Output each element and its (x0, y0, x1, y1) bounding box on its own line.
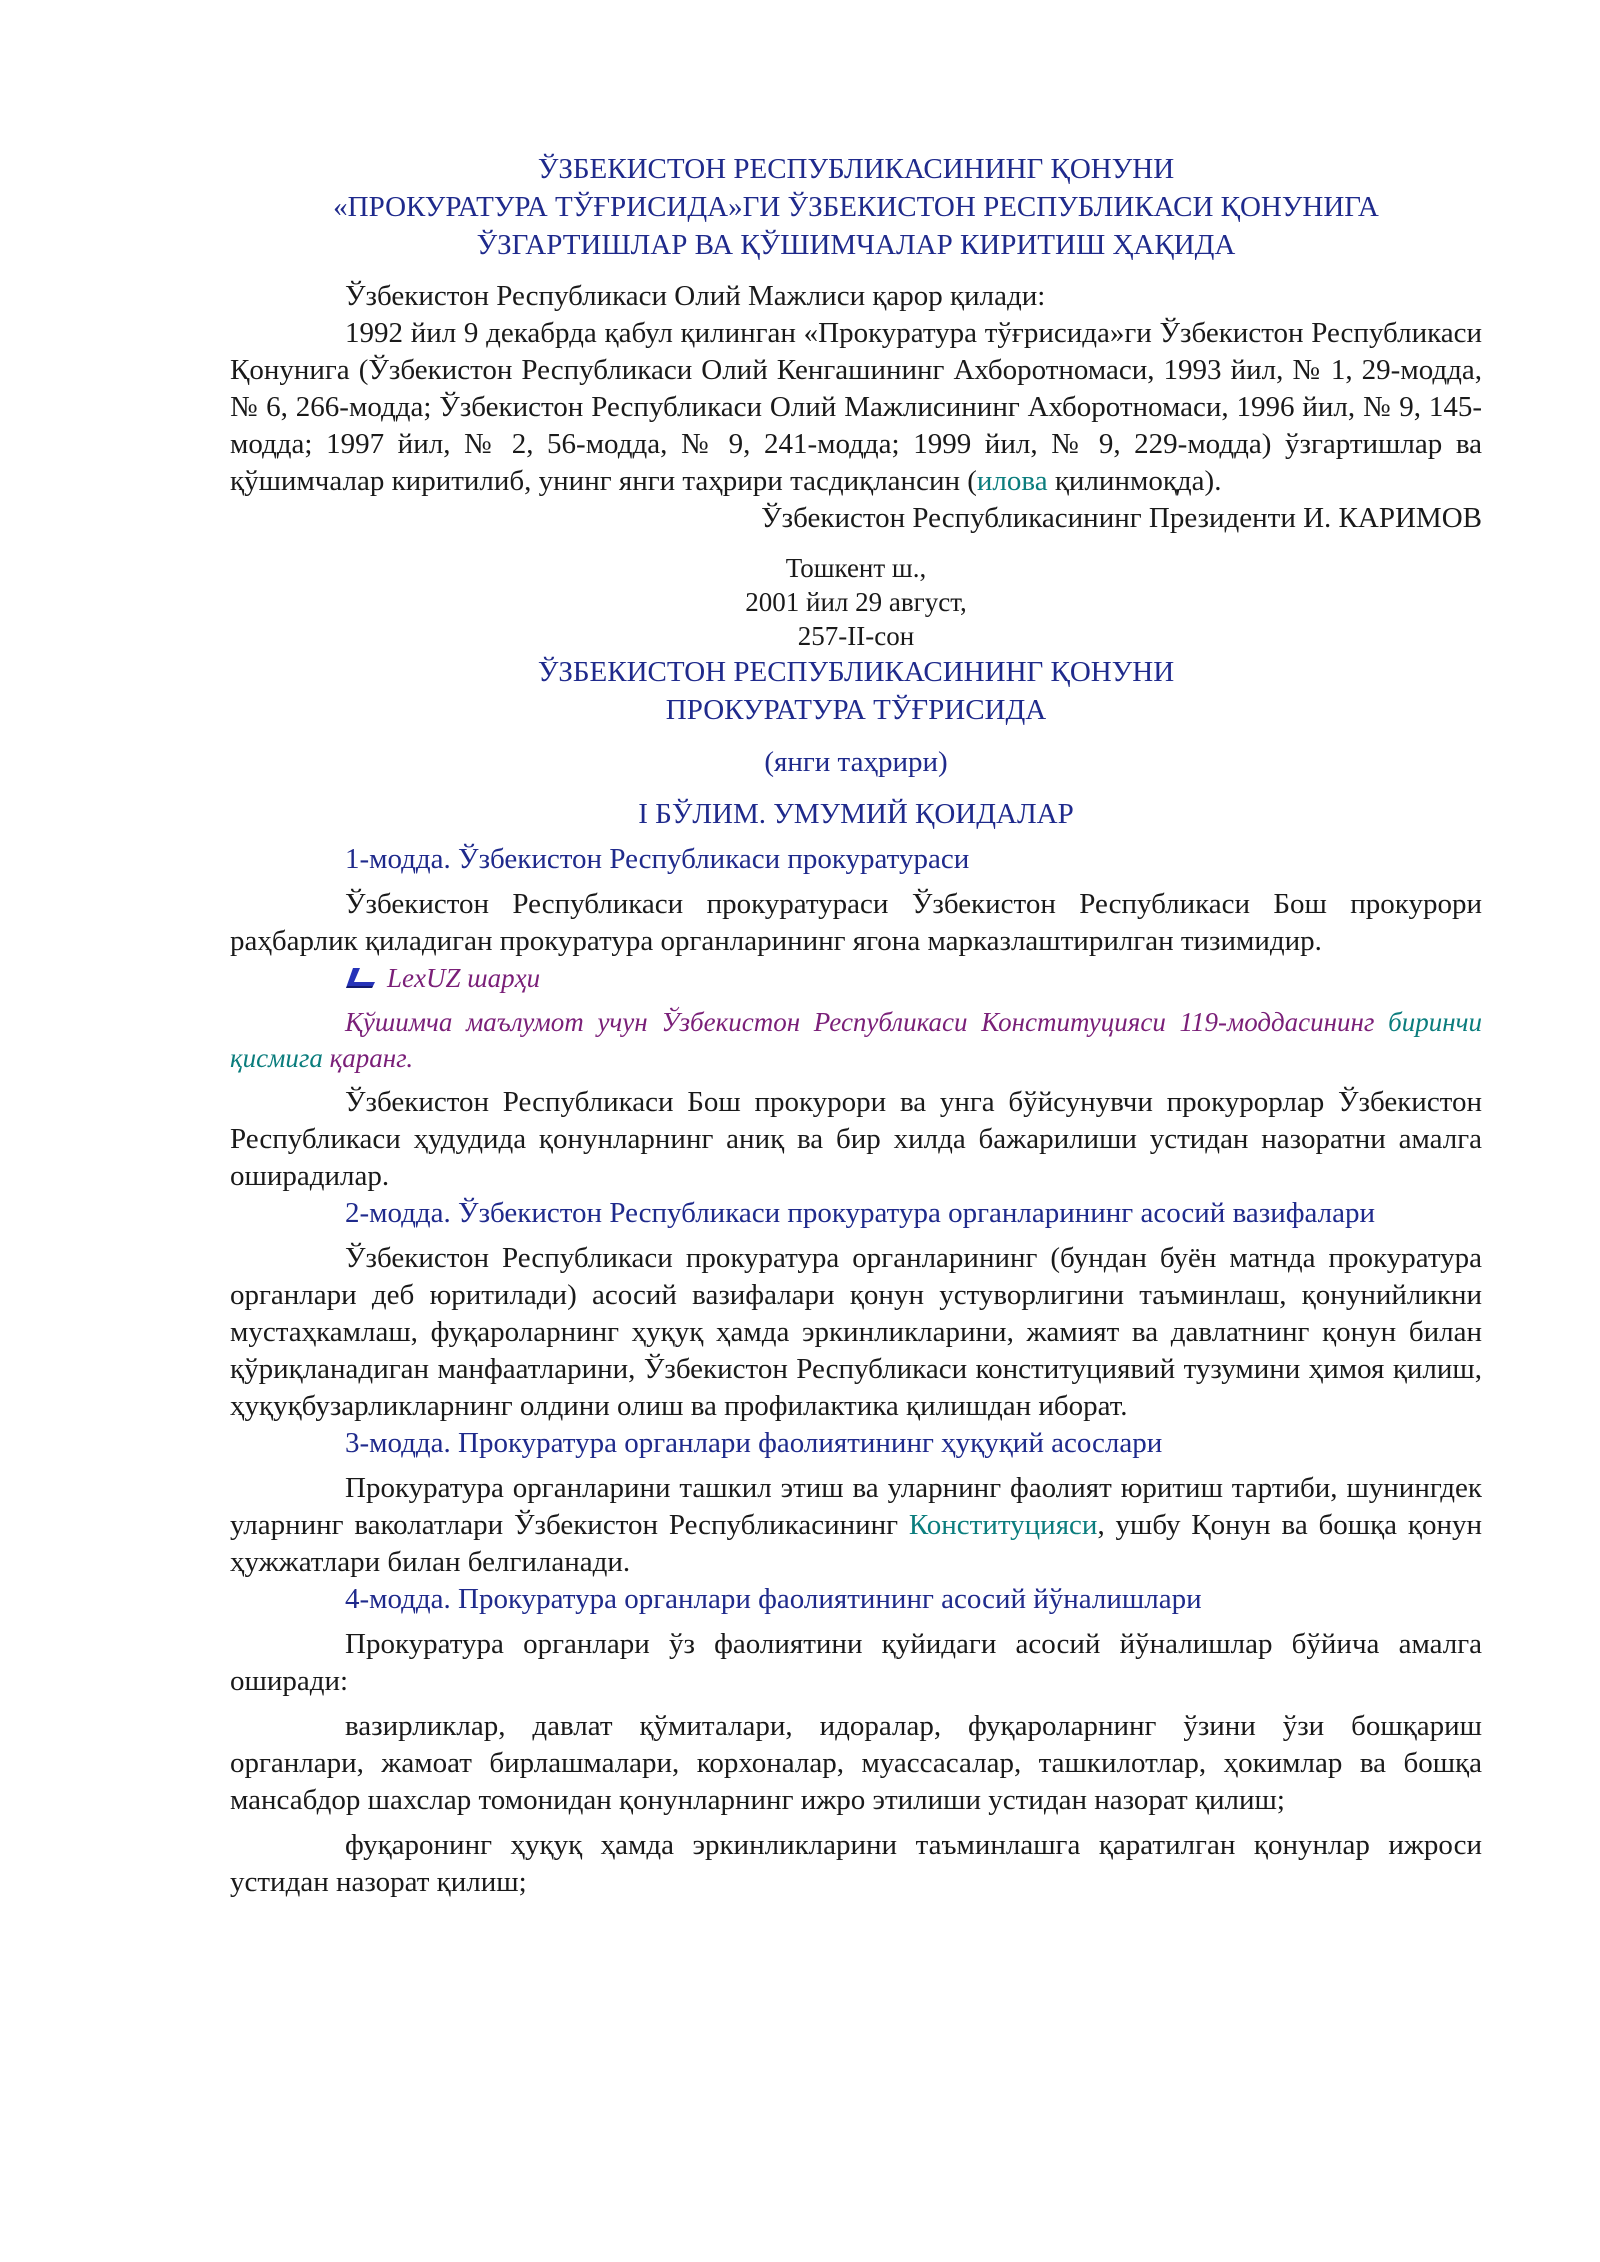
president-signature: Ўзбекистон Республикасининг Президенти И. КАРИМОВ (761, 502, 1482, 534)
article-1-heading: 1-модда. Ўзбекистон Республикаси прокуратураси (345, 843, 970, 875)
section-heading: I БЎЛИМ. УМУМИЙ ҚОИДАЛАР (638, 798, 1074, 830)
article-3-text: Прокуратура органларини ташкил этиш ва уларнинг фаолият юритиш тартиби, шунингдек уларнинг ваколатлари Ўзбекистон Республикасининг (230, 1472, 1482, 1541)
main-law-title-line-2: ПРОКУРАТУРА ТЎҒРИСИДА (665, 694, 1047, 726)
note-text: Қўшимча маълумот учун Ўзбекистон Республикаси Конституцияси 119-моддасининг (345, 1007, 1389, 1037)
signing-details (230, 543, 1482, 653)
article-2-paragraph-1: Ўзбекистон Республикаси прокуратура органларининг (бундан буён матнда прокуратура органлари деб юритилади) асосий вазифалари қонун устуворлигини таъминлаш, қонунийликни мустаҳкамлаш, фуқароларнинг ҳуқуқ ҳамда эркинликларини, жамият ва давлатнинг қонун билан қўриқланадиган манфаатларини, Ўзбекистон Республикаси конституциявий тузумини ҳимоя қилиш, ҳуқуқбузарликларнинг олдини олиш ва профилактика қилишдан иборат. (230, 1242, 1482, 1422)
additional-info-note (230, 1004, 1482, 1076)
article-4-paragraph-1: Прокуратура органлари ўз фаолиятини қуйидаги асосий йўналишлар бўйича амалга оширади: (230, 1628, 1482, 1697)
edition-label: (янги таҳрири) (764, 746, 948, 778)
constitution-part-link[interactable]: биринчи қисмига (230, 1007, 1482, 1073)
lexuz-comment-label: LexUZ шарҳи (387, 963, 541, 993)
article-3-heading: 3-модда. Прокуратура органлари фаолиятининг ҳуқуқий асослари (345, 1427, 1163, 1459)
title-line-1: ЎЗБЕКИСТОН РЕСПУБЛИКАСИНИНГ ҚОНУНИ (537, 153, 1175, 185)
resolution-text: Ўзбекистон Республикаси Олий Мажлиси қарор қилади: (345, 280, 1046, 312)
amendment-law-title (230, 150, 1482, 264)
signing-date: 2001 йил 29 август, (745, 587, 967, 617)
article-4-paragraph-2: вазирликлар, давлат қўмиталари, идоралар, фуқароларнинг ўзини ўзи бошқариш органлари, жамоат бирлашмалари, корхоналар, муассасалар, ташкилотлар, ҳокимлар ва бошқа мансабдор шахслар томонидан қонунларнинг ижро этилиши устидан назорат қилиш; (230, 1710, 1482, 1816)
document-number: 257-II-сон (797, 621, 915, 651)
lexuz-comment-link[interactable] (230, 960, 1482, 996)
signing-place: Тошкент ш., (785, 553, 927, 583)
amendment-body (230, 315, 1482, 500)
article-4-heading: 4-модда. Прокуратура органлари фаолиятининг асосий йўналишлари (345, 1583, 1202, 1615)
appendix-link[interactable]: илова (976, 465, 1048, 497)
article-1-paragraph-2: Ўзбекистон Республикаси Бош прокурори ва унга бўйсунувчи прокурорлар Ўзбекистон Республикаси ҳудудида қонунларнинг аниқ ва бир хилда бажарилиши устидан назоратни амалга оширадилар. (230, 1086, 1482, 1192)
lexuz-logo-icon (345, 967, 379, 989)
article-4-paragraph-3: фуқаронинг ҳуқуқ ҳамда эркинликларини таъминлашга қаратилган қонунлар ижроси устидан назорат қилиш; (230, 1829, 1482, 1898)
article-1-paragraph-1: Ўзбекистон Республикаси прокуратураси Ўзбекистон Республикаси Бош прокурори раҳбарлик қиладиган прокуратура органларининг ягона марказлаштирилган тизимидир. (230, 888, 1482, 957)
article-2-heading: 2-модда. Ўзбекистон Республикаси прокуратура органларининг асосий вазифалари (345, 1197, 1376, 1229)
title-line-3: ЎЗГАРТИШЛАР ВА ҚЎШИМЧАЛАР КИРИТИШ ҲАҚИДА (476, 229, 1236, 261)
note-end: қаранг. (322, 1043, 414, 1073)
constitution-link[interactable]: Конституцияси (908, 1509, 1098, 1541)
amendment-body-end: қилинмоқда). (1047, 465, 1222, 497)
main-law-title-line-1: ЎЗБЕКИСТОН РЕСПУБЛИКАСИНИНГ ҚОНУНИ (537, 656, 1175, 688)
title-line-2: «ПРОКУРАТУРА ТЎҒРИСИДА»ГИ ЎЗБЕКИСТОН РЕСПУБЛИКАСИ ҚОНУНИГА (333, 191, 1379, 223)
article-3-paragraph-1 (230, 1470, 1482, 1581)
article-3-end: , ушбу Қонун ва бошқа қонун ҳужжатлари билан белгиланади. (230, 1509, 1482, 1578)
amendment-body-text: 1992 йил 9 декабрда қабул қилинган «Прокуратура тўғрисида»ги Ўзбекистон Республикаси Қонунига (Ўзбекистон Республикаси Олий Кенгашининг Ахборотномаси, 1993 йил, № 1, 29-модда, № 6, 266-модда; Ўзбекистон Республикаси Олий Мажлисининг Ахборотномаси, 1996 йил, № 9, 145-модда; 1997 йил, № 2, 56-модда, № 9, 241-модда; 1999 йил, № 9, 229-модда) ўзгартишлар ва қўшимчалар киритилиб, унинг янги таҳрири тасдиқлансин ( (230, 317, 1482, 497)
